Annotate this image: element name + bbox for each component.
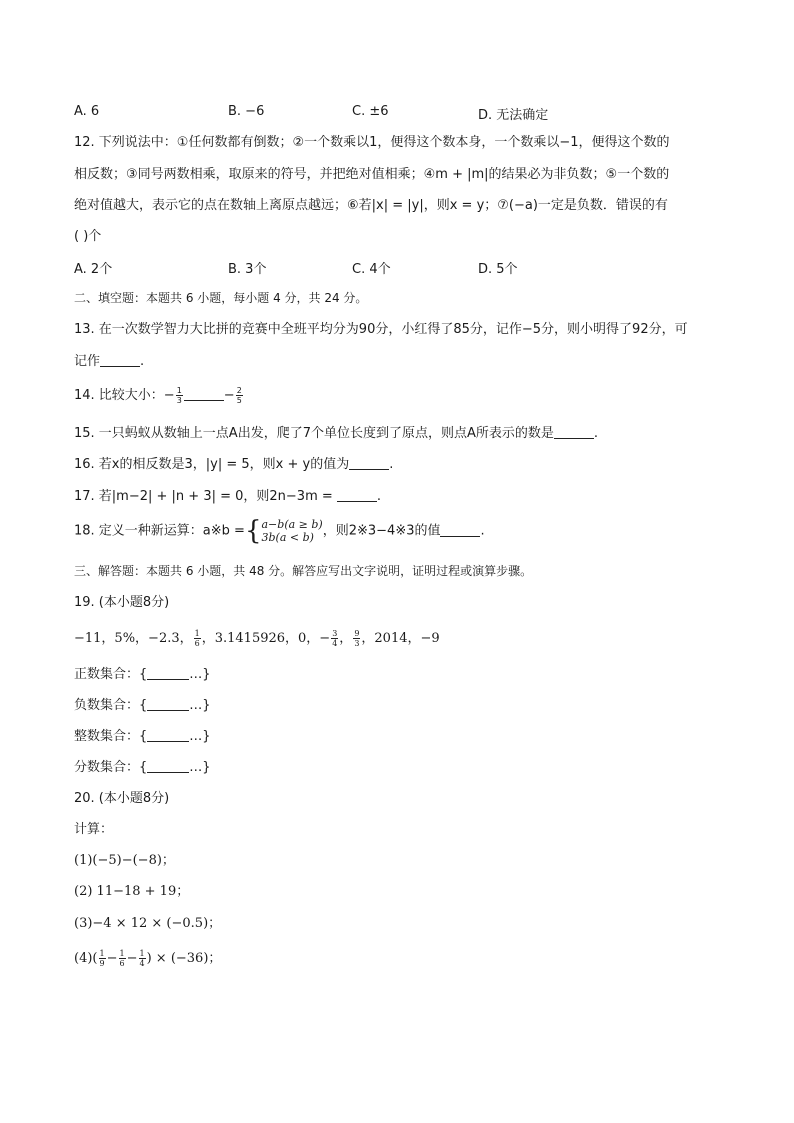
q18-prefix: 18. 定义一种新运算：a※b =: [74, 523, 245, 539]
q20-part-1: (1)(−5)−(−8)；: [74, 853, 175, 868]
q20-title: 20. (本小题8分): [74, 791, 170, 806]
q12-option-c: C. 4个: [352, 262, 391, 277]
q12-line-3: 绝对值越大，表示它的点在数轴上离原点越远；⑥若|x| = |y|，则x = y；⑦(−a)一定是负数．错误的有: [74, 198, 668, 213]
q20-p4-prefix: (4)(: [74, 951, 98, 966]
q15-suffix: .: [593, 426, 599, 441]
q12-option-b: B. 3个: [228, 262, 267, 277]
q18-case-1: a−b(a ≥ b): [261, 518, 323, 531]
q20-part-2: (2) 11−18 + 19；: [74, 884, 190, 899]
q11-option-a: A. 6: [74, 104, 100, 119]
q13-prefix: 记作: [74, 354, 101, 369]
q20-p4-suffix: ) × (−36)；: [146, 951, 222, 966]
q19-set-positive: [74, 666, 211, 684]
set-answer-blank[interactable]: [147, 760, 189, 773]
q19-set-integer: [74, 728, 211, 746]
set-end: …}: [189, 729, 211, 744]
q11-option-c: C. ±6: [352, 104, 389, 119]
q14-answer-blank[interactable]: [184, 388, 224, 401]
q19-fraction-c: $\frac{9}{3}$: [354, 629, 360, 648]
q16-suffix: .: [389, 457, 394, 472]
q14-fraction-1: $\frac{1}{3}$: [176, 386, 182, 405]
set-answer-blank[interactable]: [147, 698, 189, 711]
q19-numbers-part-3: ，: [339, 631, 353, 646]
q19-numbers-part-4: ，2014，−9: [361, 631, 440, 646]
q15-text: 15. 一只蚂蚁从数轴上一点A出发，爬了7个单位长度到了原点，则点A所表示的数是: [74, 426, 554, 441]
q12-line-1: 12. 下列说法中：①任何数都有倒数；②一个数乘以1，便得这个数本身，一个数乘以−1，便得这个数的: [74, 135, 670, 150]
q16-answer-blank[interactable]: [349, 457, 389, 470]
q20-p4-fraction-3: $\frac{1}{4}$: [139, 949, 145, 968]
q18-case-2: 3b(a < b): [261, 531, 314, 544]
q17-line: [74, 488, 381, 506]
set-end: …}: [189, 698, 211, 713]
q19-numbers-part-1: −11，5%，−2.3，: [74, 631, 193, 646]
q18-line: [74, 518, 485, 544]
q14-line: [74, 386, 244, 405]
q18-cases: [262, 518, 323, 544]
q13-suffix: .: [140, 354, 145, 369]
q18-end: .: [480, 523, 485, 539]
q20-p4-minus-2: −: [126, 951, 138, 966]
q17-answer-blank[interactable]: [337, 489, 377, 502]
set-answer-blank[interactable]: [147, 729, 189, 742]
q19-title: 19. (本小题8分): [74, 595, 170, 610]
q19-numbers: [74, 629, 440, 648]
q12-line-4: ( )个: [74, 229, 102, 244]
q15-line: [74, 425, 598, 443]
section-3-title: 三、解答题：本题共 6 小题，共 48 分。解答应写出文字说明，证明过程或演算步骤。: [74, 564, 533, 578]
q17-suffix: .: [376, 489, 382, 504]
q12-option-a: A. 2个: [74, 262, 113, 277]
q18-answer-blank[interactable]: [440, 524, 480, 537]
q19-fraction-a: $\frac{1}{6}$: [194, 629, 200, 648]
q20-p4-fraction-1: $\frac{1}{9}$: [99, 949, 105, 968]
set-label: 正数集合：{: [74, 667, 148, 682]
q13-line-1: 13. 在一次数学智力大比拼的竞赛中全班平均分为90分，小红得了85分，记作−5分，则小明得了92分，可: [74, 322, 688, 337]
q19-numbers-part-2: ，3.1415926，0，−: [201, 631, 331, 646]
q20-intro: 计算：: [74, 822, 114, 837]
q11-option-b: B. −6: [228, 104, 265, 119]
q12-line-2: 相反数；③同号两数相乘，取原来的符号，并把绝对值相乘；④m + |m|的结果必为非负数；⑤一个数的: [74, 167, 670, 182]
q20-part-4: [74, 949, 221, 968]
section-2-title: 二、填空题：本题共 6 小题，每小题 4 分，共 24 分。: [74, 291, 368, 305]
set-label: 负数集合：{: [74, 698, 148, 713]
q18-brace: {: [244, 516, 262, 546]
q14-fraction-2: $\frac{2}{5}$: [236, 386, 242, 405]
set-label: 分数集合：{: [74, 760, 148, 775]
q17-text: 17. 若|m−2| + |n + 3| = 0，则2n−3m =: [74, 489, 337, 504]
q14-prefix: 14. 比较大小：−: [74, 388, 175, 403]
q14-mid: −: [223, 388, 235, 403]
q19-set-fraction: [74, 759, 211, 777]
q11-option-d: D. 无法确定: [478, 108, 549, 123]
q15-answer-blank[interactable]: [554, 426, 594, 439]
q13-answer-blank[interactable]: [100, 354, 140, 367]
set-end: …}: [189, 667, 211, 682]
q13-line-2: [74, 353, 144, 371]
q20-part-3: (3)−4 × 12 × (−0.5)；: [74, 916, 222, 931]
q16-text: 16. 若x的相反数是3，|y| = 5，则x + y的值为: [74, 457, 350, 472]
q19-fraction-b: $\frac{3}{4}$: [332, 629, 338, 648]
set-end: …}: [189, 760, 211, 775]
q19-set-negative: [74, 697, 211, 715]
q20-p4-minus-1: −: [106, 951, 118, 966]
q18-suffix: ，则2※3−4※3的值: [322, 523, 441, 539]
set-answer-blank[interactable]: [147, 667, 189, 680]
q20-p4-fraction-2: $\frac{1}{6}$: [119, 949, 125, 968]
set-label: 整数集合：{: [74, 729, 148, 744]
q16-line: [74, 456, 393, 474]
q12-option-d: D. 5个: [478, 262, 518, 277]
